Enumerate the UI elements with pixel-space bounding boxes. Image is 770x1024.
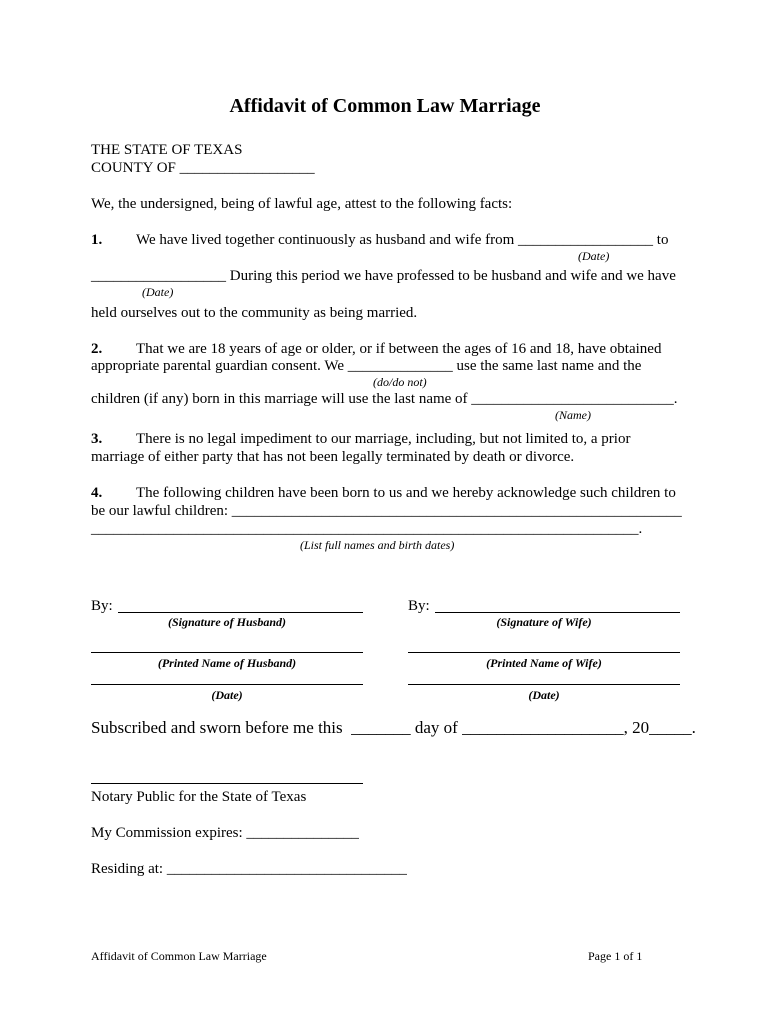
para2-line3: children (if any) born in this marriage will use the last name of ___________________________. — [91, 391, 678, 407]
county-heading: COUNTY OF __________________ — [91, 160, 315, 176]
notary-label: Notary Public for the State of Texas — [91, 789, 307, 805]
para2-name-caption: (Name) — [555, 408, 591, 422]
para2-do-caption: (do/do not) — [373, 375, 427, 389]
footer-title: Affidavit of Common Law Marriage — [91, 949, 267, 963]
para2-number: 2. — [91, 341, 103, 357]
para4-number: 4. — [91, 485, 103, 501]
para2-line1: That we are 18 years of age or older, or if between the ages of 16 and 18, have obtained — [136, 341, 662, 357]
date-caption-husband: (Date) — [211, 688, 243, 702]
printed-name-line-wife[interactable] — [408, 652, 680, 653]
para3-number: 3. — [91, 431, 103, 447]
para3-line1: There is no legal impediment to our marriage, including, but not limited to, a prior — [136, 431, 631, 447]
para1-line3: held ourselves out to the community as being married. — [91, 305, 418, 321]
by-label-wife: By: — [408, 598, 430, 614]
para4-caption: (List full names and birth dates) — [300, 538, 455, 552]
signature-caption-husband: (Signature of Husband) — [167, 615, 287, 629]
para1-line1: We have lived together continuously as husband and wife from __________________ to — [136, 232, 669, 248]
printed-name-caption-husband: (Printed Name of Husband) — [157, 656, 297, 670]
para4-line3: _________________________________________________________________________. — [91, 521, 643, 537]
by-label-husband: By: — [91, 598, 113, 614]
signature-caption-wife: (Signature of Wife) — [496, 615, 592, 629]
para1-date-caption-1: (Date) — [578, 249, 610, 263]
para1-number: 1. — [91, 232, 103, 248]
sworn-statement: Subscribed and sworn before me this _______ day of ___________________, 20_____. — [91, 718, 696, 737]
signature-line-wife[interactable] — [435, 612, 680, 613]
para3-line2: marriage of either party that has not been legally terminated by death or divorce. — [91, 449, 575, 465]
date-line-husband[interactable] — [91, 684, 363, 685]
residing-at: Residing at: ________________________________ — [91, 861, 407, 877]
intro-text: We, the undersigned, being of lawful age, attest to the following facts: — [91, 196, 513, 212]
printed-name-line-husband[interactable] — [91, 652, 363, 653]
document-title: Affidavit of Common Law Marriage — [229, 95, 541, 117]
signature-line-husband[interactable] — [118, 612, 363, 613]
date-line-wife[interactable] — [408, 684, 680, 685]
notary-signature-line[interactable] — [91, 783, 363, 784]
date-caption-wife: (Date) — [528, 688, 560, 702]
para4-line1: The following children have been born to us and we hereby acknowledge such children to — [136, 485, 676, 501]
para1-line2: __________________ During this period we have professed to be husband and wife and we have — [91, 268, 676, 284]
para2-line2: appropriate parental guardian consent. We ______________ use the same last name and the — [91, 358, 642, 374]
footer-page-number: Page 1 of 1 — [588, 949, 643, 963]
state-heading: THE STATE OF TEXAS — [91, 142, 243, 158]
para1-date-caption-2: (Date) — [142, 285, 174, 299]
printed-name-caption-wife: (Printed Name of Wife) — [486, 656, 602, 670]
para4-line2: be our lawful children: ____________________________________________________________ — [91, 503, 682, 519]
commission-expires: My Commission expires: _______________ — [91, 825, 359, 841]
